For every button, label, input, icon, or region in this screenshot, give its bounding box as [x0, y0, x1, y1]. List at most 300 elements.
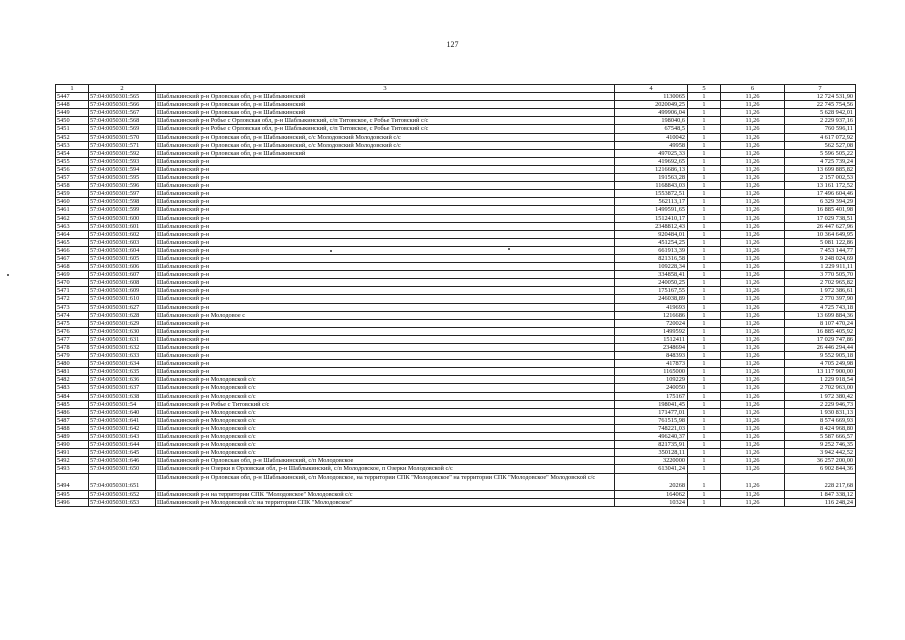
cell-val: 4 725 739,24	[785, 157, 856, 165]
cell-desc: Шаблыкинский р-н Молодовской с/с	[156, 449, 615, 457]
table-header	[56, 85, 856, 93]
cell-rate: 11,26	[721, 165, 785, 173]
cell-desc: Шаблыкинский р-н	[156, 157, 615, 165]
cell-cad: 57:04:0050301:609	[89, 287, 156, 295]
cell-rate: 11,26	[721, 174, 785, 182]
cell-q: 1	[688, 93, 721, 101]
cell-desc: Шаблыкинский р-н Орловская обл, р-н Шаблыкинский, с/с Молодовский Молодовский с/с	[156, 141, 615, 149]
cell-val: 2 702 965,82	[785, 279, 856, 287]
cell-n: 5449	[56, 109, 89, 117]
cell-n: 5473	[56, 303, 89, 311]
cell-rate: 11,26	[721, 335, 785, 343]
cell-rate: 11,26	[721, 352, 785, 360]
cell-q: 1	[688, 238, 721, 246]
cell-desc: Шаблыкинский р-н Робье с Орловская обл, р-н Шаблыкинский, с/п Титовское, с Робье Титовский с/с	[156, 125, 615, 133]
cell-val: 2 229 937,16	[785, 117, 856, 125]
cell-n: 5463	[56, 222, 89, 230]
table-row	[56, 198, 856, 206]
cell-rate: 11,26	[721, 157, 785, 165]
cell-n: 5451	[56, 125, 89, 133]
cell-rate: 11,26	[721, 109, 785, 117]
cell-rate: 11,26	[721, 303, 785, 311]
cell-n: 5472	[56, 295, 89, 303]
cell-n: 5475	[56, 319, 89, 327]
table-row	[56, 117, 856, 125]
cell-val: 760 596,11	[785, 125, 856, 133]
cell-n: 5484	[56, 392, 89, 400]
cell-val: 16 885 401,98	[785, 206, 856, 214]
cell-desc: Шаблыкинский р-н	[156, 368, 615, 376]
cell-val: 6 902 844,36	[785, 465, 856, 473]
cell-rate: 11,26	[721, 238, 785, 246]
cell-rate: 11,26	[721, 133, 785, 141]
cell-cad: 57:04:0050301:644	[89, 441, 156, 449]
cell-q: 1	[688, 327, 721, 335]
cell-rate: 11,26	[721, 416, 785, 424]
cell-desc: Шаблыкинский р-н Молодовской с/с на территории СПК "Молодовское"	[156, 498, 615, 506]
header-cell: 4	[615, 85, 688, 93]
cell-val: 1 229 911,11	[785, 263, 856, 271]
table-row	[56, 498, 856, 506]
cell-desc: Шаблыкинский р-н Орловская обл, р-н Шаблыкинский	[156, 149, 615, 157]
cell-n: 5477	[56, 335, 89, 343]
cell-cad: 57:04:0050301:605	[89, 254, 156, 262]
cell-area: 761515,98	[615, 416, 688, 424]
scan-speck	[7, 274, 9, 276]
cell-area: 1216686,13	[615, 165, 688, 173]
cell-n: 5457	[56, 174, 89, 182]
cell-cad: 57:04:0050301:592	[89, 149, 156, 157]
cell-rate: 11,26	[721, 327, 785, 335]
table-row	[56, 182, 856, 190]
cell-n: 5467	[56, 254, 89, 262]
cell-cad: 57:04:0050301:640	[89, 408, 156, 416]
cell-q: 1	[688, 465, 721, 473]
cell-n: 5485	[56, 400, 89, 408]
cell-area: 821316,58	[615, 254, 688, 262]
cell-n: 5474	[56, 311, 89, 319]
cell-val: 9 252 746,35	[785, 441, 856, 449]
cell-area: 417873	[615, 360, 688, 368]
cell-cad: 57:04:0050301:642	[89, 424, 156, 432]
cell-q: 1	[688, 400, 721, 408]
cell-cad: 57:04:0050301:606	[89, 263, 156, 271]
cell-rate: 11,26	[721, 344, 785, 352]
cell-n: 5481	[56, 368, 89, 376]
register-table	[55, 84, 856, 507]
table-row	[56, 384, 856, 392]
table-row	[56, 465, 856, 473]
header-cell: 5	[688, 85, 721, 93]
cell-area: 350128,11	[615, 449, 688, 457]
cell-area: 109229	[615, 376, 688, 384]
cell-val: 12 724 531,90	[785, 93, 856, 101]
table-row	[56, 263, 856, 271]
cell-q: 1	[688, 360, 721, 368]
cell-n: 5454	[56, 149, 89, 157]
cell-n: 5489	[56, 433, 89, 441]
cell-desc: Шаблыкинский р-н	[156, 230, 615, 238]
cell-area: 20268	[615, 473, 688, 490]
cell-n: 5490	[56, 441, 89, 449]
cell-n: 5492	[56, 457, 89, 465]
table-row	[56, 400, 856, 408]
cell-q: 1	[688, 125, 721, 133]
cell-n: 5461	[56, 206, 89, 214]
table-row	[56, 360, 856, 368]
header-cell: 6	[721, 85, 785, 93]
cell-q: 1	[688, 344, 721, 352]
cell-n: 5470	[56, 279, 89, 287]
cell-q: 1	[688, 101, 721, 109]
cell-desc: Шаблыкинский р-н Робье с Орловская обл, р-н Шаблыкинский, с/п Титовское, с Робье Титовский с/с	[156, 117, 615, 125]
cell-area: 1168843,03	[615, 182, 688, 190]
cell-cad: 57:04:0050301:645	[89, 449, 156, 457]
header-cell: 2	[89, 85, 156, 93]
cell-rate: 11,26	[721, 93, 785, 101]
table-row	[56, 254, 856, 262]
cell-desc: Шаблыкинский р-н	[156, 222, 615, 230]
cell-desc: Шаблыкинский р-н	[156, 335, 615, 343]
cell-rate: 11,26	[721, 441, 785, 449]
cell-desc: Шаблыкинский р-н Молодовской с/с	[156, 424, 615, 432]
cell-area: 496240,37	[615, 433, 688, 441]
cell-rate: 11,26	[721, 368, 785, 376]
cell-q: 1	[688, 416, 721, 424]
cell-rate: 11,26	[721, 433, 785, 441]
cell-desc: Шаблыкинский р-н Молодовской с/с	[156, 376, 615, 384]
cell-val: 1 972 380,42	[785, 392, 856, 400]
cell-n: 5494	[56, 473, 89, 490]
cell-cad: 57:04:0050301:54	[89, 400, 156, 408]
cell-n: 5453	[56, 141, 89, 149]
cell-area: 164062	[615, 490, 688, 498]
table-row	[56, 424, 856, 432]
table-row	[56, 133, 856, 141]
cell-cad: 57:04:0050301:597	[89, 190, 156, 198]
cell-area: 562113,17	[615, 198, 688, 206]
header-cell: 7	[785, 85, 856, 93]
cell-q: 1	[688, 230, 721, 238]
cell-rate: 11,26	[721, 473, 785, 490]
cell-cad: 57:04:0050301:641	[89, 416, 156, 424]
cell-rate: 11,26	[721, 230, 785, 238]
cell-q: 1	[688, 368, 721, 376]
table-row	[56, 457, 856, 465]
cell-desc: Шаблыкинский р-н Орловская обл, р-н Шаблыкинский	[156, 109, 615, 117]
cell-area: 419692,65	[615, 157, 688, 165]
cell-q: 1	[688, 408, 721, 416]
cell-q: 1	[688, 182, 721, 190]
cell-q: 1	[688, 141, 721, 149]
table-row	[56, 287, 856, 295]
cell-rate: 11,26	[721, 287, 785, 295]
cell-n: 5480	[56, 360, 89, 368]
cell-area: 497025,33	[615, 149, 688, 157]
cell-rate: 11,26	[721, 295, 785, 303]
cell-val: 17 029 738,51	[785, 214, 856, 222]
cell-q: 1	[688, 198, 721, 206]
cell-desc: Шаблыкинский р-н Молодовской с/с	[156, 392, 615, 400]
cell-val: 13 699 884,36	[785, 311, 856, 319]
cell-desc: Шаблыкинский р-н	[156, 327, 615, 335]
cell-cad: 57:04:0050301:595	[89, 174, 156, 182]
cell-cad: 57:04:0050301:650	[89, 465, 156, 473]
cell-q: 1	[688, 263, 721, 271]
cell-desc: Шаблыкинский р-н Молодовое с	[156, 311, 615, 319]
cell-rate: 11,26	[721, 206, 785, 214]
cell-n: 5495	[56, 490, 89, 498]
cell-area: 1130065	[615, 93, 688, 101]
cell-q: 1	[688, 190, 721, 198]
cell-area: 67548,5	[615, 125, 688, 133]
cell-q: 1	[688, 295, 721, 303]
cell-desc: Шаблыкинский р-н	[156, 319, 615, 327]
cell-val: 5 628 942,01	[785, 109, 856, 117]
cell-cad: 57:04:0050301:608	[89, 279, 156, 287]
cell-n: 5452	[56, 133, 89, 141]
table-row	[56, 149, 856, 157]
cell-desc: Шаблыкинский р-н Робье с Титовский с/с	[156, 400, 615, 408]
cell-val: 1 847 338,12	[785, 490, 856, 498]
header-cell: 1	[56, 85, 89, 93]
table-row	[56, 206, 856, 214]
cell-val: 4 725 743,18	[785, 303, 856, 311]
cell-val: 16 885 405,92	[785, 327, 856, 335]
cell-area: 410042	[615, 133, 688, 141]
cell-n: 5478	[56, 344, 89, 352]
cell-cad: 57:04:0050301:627	[89, 303, 156, 311]
table-row	[56, 416, 856, 424]
table-row	[56, 408, 856, 416]
cell-n: 5486	[56, 408, 89, 416]
cell-val: 13 699 885,82	[785, 165, 856, 173]
cell-desc: Шаблыкинский р-н	[156, 182, 615, 190]
cell-cad: 57:04:0050301:630	[89, 327, 156, 335]
cell-cad: 57:04:0050301:601	[89, 222, 156, 230]
cell-q: 1	[688, 311, 721, 319]
cell-area: 171477,01	[615, 408, 688, 416]
cell-rate: 11,26	[721, 254, 785, 262]
cell-cad: 57:04:0050301:567	[89, 109, 156, 117]
cell-val: 1 930 831,13	[785, 408, 856, 416]
cell-desc: Шаблыкинский р-н	[156, 271, 615, 279]
cell-q: 1	[688, 335, 721, 343]
cell-area: 49958	[615, 141, 688, 149]
cell-q: 1	[688, 352, 721, 360]
table-row	[56, 344, 856, 352]
cell-q: 1	[688, 303, 721, 311]
cell-q: 1	[688, 384, 721, 392]
cell-rate: 11,26	[721, 392, 785, 400]
cell-desc: Шаблыкинский р-н	[156, 303, 615, 311]
cell-val: 2 157 002,53	[785, 174, 856, 182]
cell-area: 240050,25	[615, 279, 688, 287]
table-row	[56, 449, 856, 457]
table-row	[56, 279, 856, 287]
cell-val: 26 447 627,96	[785, 222, 856, 230]
table-row	[56, 327, 856, 335]
cell-area: 1499591,65	[615, 206, 688, 214]
cell-desc: Шаблыкинский р-н	[156, 238, 615, 246]
cell-cad: 57:04:0050301:599	[89, 206, 156, 214]
cell-cad: 57:04:0050301:634	[89, 360, 156, 368]
table-row	[56, 303, 856, 311]
cell-cad: 57:04:0050301:653	[89, 498, 156, 506]
cell-area: 1165000	[615, 368, 688, 376]
table-row	[56, 490, 856, 498]
cell-cad: 57:04:0050301:643	[89, 433, 156, 441]
table-row	[56, 174, 856, 182]
cell-cad: 57:04:0050301:604	[89, 246, 156, 254]
cell-val: 2 229 946,73	[785, 400, 856, 408]
cell-cad: 57:04:0050301:636	[89, 376, 156, 384]
cell-cad: 57:04:0050301:602	[89, 230, 156, 238]
cell-rate: 11,26	[721, 408, 785, 416]
cell-rate: 11,26	[721, 190, 785, 198]
cell-val: 4 617 072,92	[785, 133, 856, 141]
cell-rate: 11,26	[721, 149, 785, 157]
cell-val: 228 217,68	[785, 473, 856, 490]
cell-area: 109228,34	[615, 263, 688, 271]
cell-n: 5483	[56, 384, 89, 392]
cell-cad: 57:04:0050301:565	[89, 93, 156, 101]
cell-q: 1	[688, 457, 721, 465]
cell-area: 191563,28	[615, 174, 688, 182]
cell-cad: 57:04:0050301:628	[89, 311, 156, 319]
cell-q: 1	[688, 206, 721, 214]
table-row	[56, 93, 856, 101]
cell-q: 1	[688, 392, 721, 400]
table-row	[56, 295, 856, 303]
cell-area: 451254,25	[615, 238, 688, 246]
table-row	[56, 319, 856, 327]
cell-area: 1512411	[615, 335, 688, 343]
cell-q: 1	[688, 498, 721, 506]
cell-cad: 57:04:0050301:570	[89, 133, 156, 141]
table-row	[56, 335, 856, 343]
table-row	[56, 125, 856, 133]
cell-desc: Шаблыкинский р-н	[156, 214, 615, 222]
cell-val: 3 770 505,70	[785, 271, 856, 279]
cell-q: 1	[688, 246, 721, 254]
cell-cad: 57:04:0050301:594	[89, 165, 156, 173]
table-row	[56, 222, 856, 230]
cell-cad: 57:04:0050301:600	[89, 214, 156, 222]
cell-q: 1	[688, 424, 721, 432]
cell-area: 499906,04	[615, 109, 688, 117]
cell-val: 17 029 747,86	[785, 335, 856, 343]
cell-n: 5465	[56, 238, 89, 246]
cell-rate: 11,26	[721, 400, 785, 408]
cell-rate: 11,26	[721, 384, 785, 392]
cell-rate: 11,26	[721, 222, 785, 230]
cell-q: 1	[688, 214, 721, 222]
cell-n: 5450	[56, 117, 89, 125]
cell-area: 848393	[615, 352, 688, 360]
cell-rate: 11,26	[721, 125, 785, 133]
cell-val: 17 496 604,46	[785, 190, 856, 198]
cell-desc: Шаблыкинский р-н Молодовской с/с	[156, 384, 615, 392]
header-cell: 3	[156, 85, 615, 93]
cell-area: 3220000	[615, 457, 688, 465]
cell-val: 36 257 200,00	[785, 457, 856, 465]
cell-area: 175167	[615, 392, 688, 400]
cell-q: 1	[688, 117, 721, 125]
cell-q: 1	[688, 287, 721, 295]
table-row	[56, 214, 856, 222]
cell-cad: 57:04:0050301:651	[89, 473, 156, 490]
cell-desc: Шаблыкинский р-н Орловская обл, р-н Шаблыкинский, с/п Молодовское	[156, 457, 615, 465]
cell-cad: 57:04:0050301:629	[89, 319, 156, 327]
cell-rate: 11,26	[721, 360, 785, 368]
cell-val: 2 702 963,00	[785, 384, 856, 392]
cell-val: 13 117 900,00	[785, 368, 856, 376]
cell-q: 1	[688, 157, 721, 165]
cell-val: 562 527,08	[785, 141, 856, 149]
cell-desc: Шаблыкинский р-н	[156, 287, 615, 295]
cell-cad: 57:04:0050301:631	[89, 335, 156, 343]
cell-n: 5466	[56, 246, 89, 254]
cell-q: 1	[688, 271, 721, 279]
cell-q: 1	[688, 165, 721, 173]
cell-q: 1	[688, 376, 721, 384]
table-row	[56, 376, 856, 384]
cell-val: 2 770 397,90	[785, 295, 856, 303]
cell-desc: Шаблыкинский р-н на территории СПК "Молодовское" Молодовской с/с	[156, 490, 615, 498]
cell-desc: Шаблыкинский р-н	[156, 246, 615, 254]
cell-n: 5476	[56, 327, 89, 335]
cell-area: 748221,03	[615, 424, 688, 432]
cell-cad: 57:04:0050301:646	[89, 457, 156, 465]
cell-val: 13 161 172,52	[785, 182, 856, 190]
cell-desc: Шаблыкинский р-н Молодовской с/с	[156, 433, 615, 441]
cell-rate: 11,26	[721, 101, 785, 109]
table-row	[56, 433, 856, 441]
cell-desc: Шаблыкинский р-н	[156, 190, 615, 198]
cell-desc: Шаблыкинский р-н Орловская обл, р-н Шаблыкинский, с/с Молодовский Молодовский с/с	[156, 133, 615, 141]
cell-val: 9 248 024,69	[785, 254, 856, 262]
cell-val: 3 942 442,52	[785, 449, 856, 457]
cell-cad: 57:04:0050301:635	[89, 368, 156, 376]
cell-n: 5471	[56, 287, 89, 295]
cell-area: 1553872,51	[615, 190, 688, 198]
cell-desc: Шаблыкинский р-н Озерки в Орловская обл, р-н Шаблыкинский, с/п Молодовское, п Озерки Молодовской с/с	[156, 465, 615, 473]
cell-cad: 57:04:0050301:571	[89, 141, 156, 149]
cell-q: 1	[688, 319, 721, 327]
cell-rate: 11,26	[721, 424, 785, 432]
table-row	[56, 352, 856, 360]
cell-desc: Шаблыкинский р-н	[156, 344, 615, 352]
table-row	[56, 190, 856, 198]
table-row	[56, 157, 856, 165]
cell-area: 334858,41	[615, 271, 688, 279]
cell-val: 26 446 294,44	[785, 344, 856, 352]
cell-desc: Шаблыкинский р-н	[156, 360, 615, 368]
cell-desc: Шаблыкинский р-н	[156, 254, 615, 262]
cell-val: 22 745 754,56	[785, 101, 856, 109]
cell-rate: 11,26	[721, 319, 785, 327]
cell-rate: 11,26	[721, 465, 785, 473]
cell-desc: Шаблыкинский р-н Молодовской с/с	[156, 441, 615, 449]
cell-n: 5488	[56, 424, 89, 432]
cell-cad: 57:04:0050301:593	[89, 157, 156, 165]
cell-area: 821735,91	[615, 441, 688, 449]
cell-q: 1	[688, 433, 721, 441]
cell-desc: Шаблыкинский р-н	[156, 279, 615, 287]
cell-val: 1 229 918,54	[785, 376, 856, 384]
table-row	[56, 165, 856, 173]
